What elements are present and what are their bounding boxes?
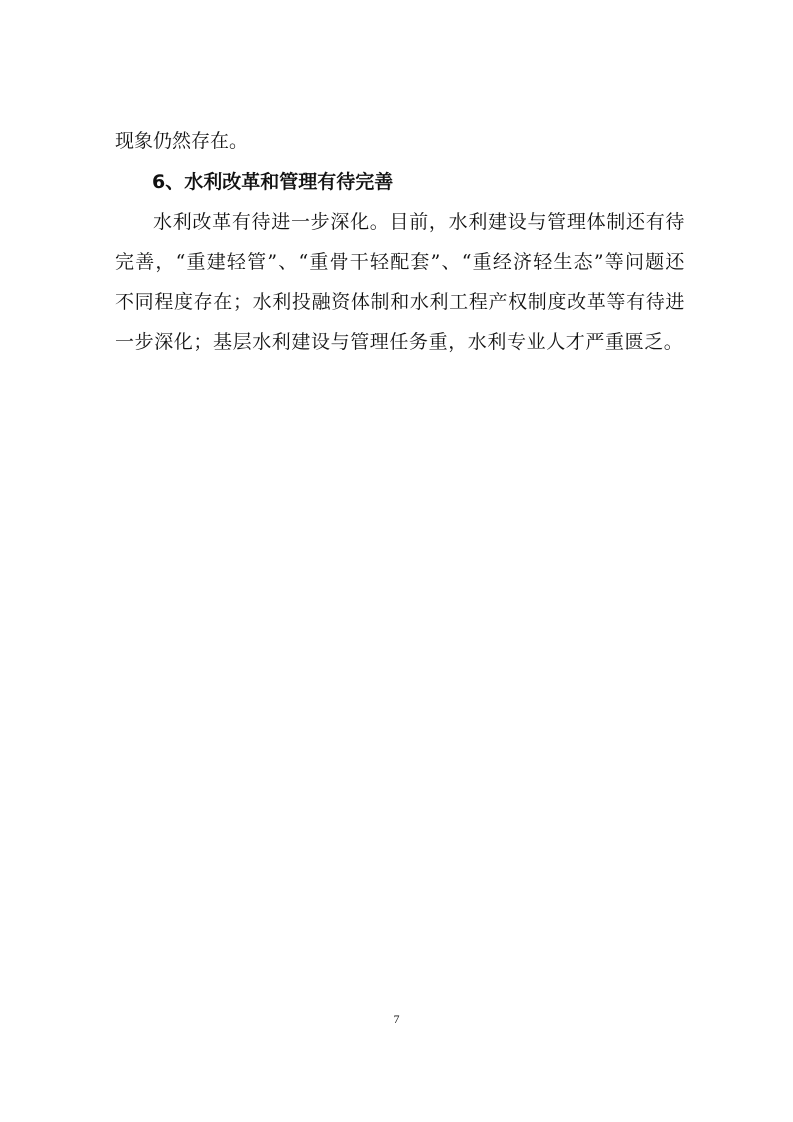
body-paragraph: 水利改革有待进一步深化。目前，水利建设与管理体制还有待完善，“重建轻管”、“重骨干轻配套”、“重经济轻生态”等问题还不同程度存在；水利投融资体制和水利工程产权制度改革等有待进一步深化；基层水利建设与管理任务重，水利专业人才严重匮乏。 xyxy=(115,211,685,353)
continuation-text: 现象仍然存在。 xyxy=(115,130,249,152)
page-number: 7 xyxy=(393,1012,400,1026)
section-heading: 6、水利改革和管理有待完善 xyxy=(152,171,394,193)
